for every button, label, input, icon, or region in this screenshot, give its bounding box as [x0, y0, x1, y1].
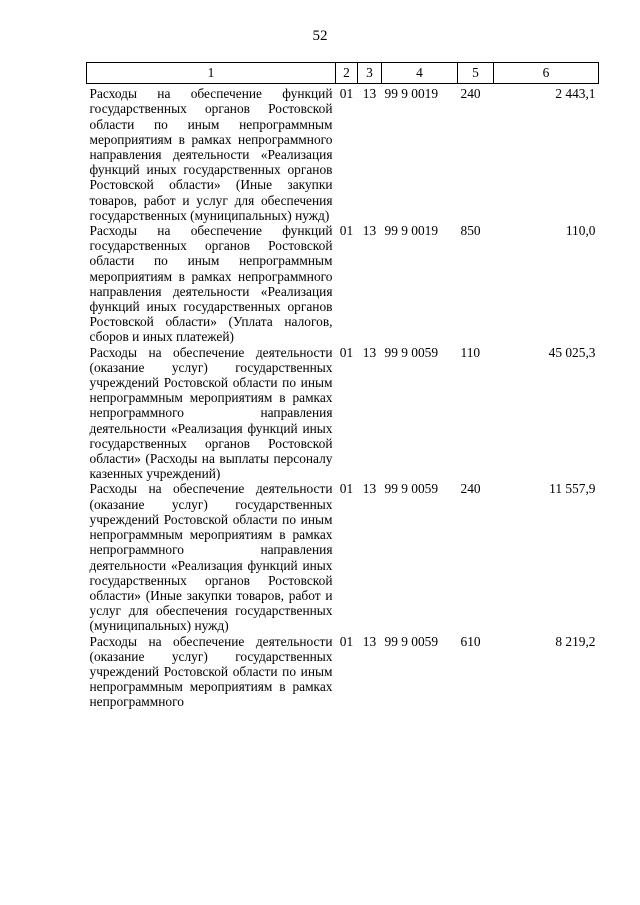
header-cell-6: 6 — [494, 63, 599, 84]
header-cell-3: 3 — [358, 63, 382, 84]
table-row — [87, 481, 599, 633]
row-subsection-code: 13 — [362, 344, 377, 360]
row-subsection-code: 13 — [362, 633, 377, 649]
row-section-code: 01 — [339, 481, 354, 497]
row-target-article: 99 9 0059 — [384, 481, 439, 497]
row-target-article: 99 9 0059 — [384, 633, 439, 649]
header-row — [87, 63, 599, 84]
row-description: Расходы на обеспечение деятельности (оказание услуг) государственных учреждений Ростовской области по иным непрограммным мероприятиям в рамках непрограммного направления деятельности «Реализация функций иных государственных органов Ростовской области» (Расходы на выплаты персоналу казенных учреждений) — [89, 344, 333, 482]
row-section-code: 01 — [339, 344, 354, 360]
row-description: Расходы на обеспечение функций государственных органов Ростовской области по иным непрограммным мероприятиям в рамках непрограммного направления деятельности «Реализация функций иных государственных органов Ростовской области» (Иные закупки товаров, работ и услуг для обеспечения государственных (муниципальных) нужд) — [89, 86, 333, 223]
row-amount: 110,0 — [565, 223, 596, 239]
row-subsection-code: 13 — [362, 223, 377, 239]
row-expense-type: 610 — [460, 633, 481, 649]
table-row — [87, 223, 599, 345]
row-description: Расходы на обеспечение деятельности (оказание услуг) государственных учреждений Ростовской области по иным непрограммным мероприятиям в рамках непрограммного — [89, 633, 333, 710]
row-subsection-code: 13 — [362, 481, 377, 497]
row-expense-type: 110 — [460, 344, 481, 360]
row-subsection-code: 13 — [362, 86, 377, 102]
row-section-code: 01 — [339, 223, 354, 239]
header-cell-4: 4 — [382, 63, 458, 84]
row-expense-type: 240 — [460, 86, 481, 102]
row-amount: 8 219,2 — [555, 633, 596, 649]
header-cell-1: 1 — [87, 63, 336, 84]
header-cell-5: 5 — [458, 63, 494, 84]
row-target-article: 99 9 0019 — [384, 223, 439, 239]
row-section-code: 01 — [339, 86, 354, 102]
row-expense-type: 240 — [460, 481, 481, 497]
table-row — [87, 345, 599, 482]
row-amount: 2 443,1 — [555, 86, 596, 102]
row-section-code: 01 — [339, 633, 354, 649]
row-description: Расходы на обеспечение деятельности (оказание услуг) государственных учреждений Ростовской области по иным непрограммным мероприятиям в рамках непрограммного направления деятельности «Реализация функций иных государственных органов Ростовской области» (Иные закупки товаров, работ и услуг для обеспечения государственных (муниципальных) нужд) — [89, 481, 333, 634]
header-cell-2: 2 — [336, 63, 358, 84]
row-target-article: 99 9 0019 — [384, 86, 439, 102]
row-target-article: 99 9 0059 — [384, 344, 439, 360]
table-row — [87, 634, 599, 710]
row-amount: 11 557,9 — [549, 481, 596, 497]
row-amount: 45 025,3 — [548, 344, 596, 360]
row-description: Расходы на обеспечение функций государственных органов Ростовской области по иным непрограммным мероприятиям в рамках непрограммного направления деятельности «Реализация функций иных государственных органов Ростовской области» (Уплата налогов, сборов и иных платежей) — [89, 223, 333, 345]
page-number: 52 — [312, 28, 328, 44]
budget-table — [86, 62, 599, 710]
table-row — [87, 84, 599, 223]
row-expense-type: 850 — [460, 223, 481, 239]
